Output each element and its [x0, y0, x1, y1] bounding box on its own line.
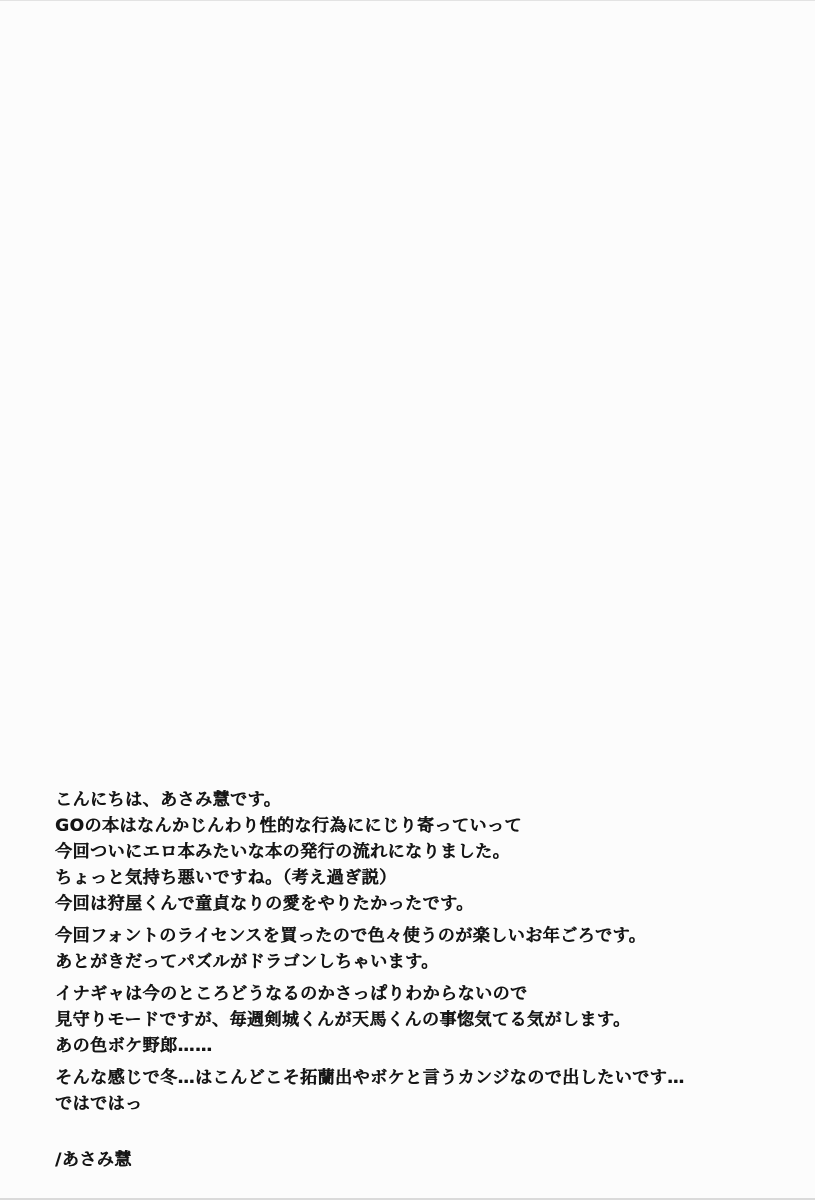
afterword-line: GOの本はなんかじんわり性的な行為ににじり寄っていって — [55, 816, 522, 836]
afterword-line: そんな感じで冬…はこんどこそ拓蘭出やボケと言うカンジなので出したいです… — [55, 1068, 685, 1088]
afterword-line: 今回ついにエロ本みたいな本の発行の流れになりました。 — [55, 842, 510, 862]
afterword-line: 見守りモードですが、毎週剣城くんが天馬くんの事惚気てる気がします。 — [55, 1010, 631, 1030]
afterword-line: ではではっ — [55, 1094, 143, 1114]
afterword-line: 今回フォントのライセンスを買ったので色々使うのが楽しいお年ごろです。 — [55, 926, 647, 946]
afterword-line: あとがきだってパズルがドラゴンしちゃいます。 — [55, 952, 439, 972]
afterword-paragraph-2 — [55, 923, 775, 975]
afterword-line: イナギャは今のところどうなるのかさっぱりわからないので — [55, 984, 528, 1004]
afterword-paragraph-4 — [55, 1065, 775, 1117]
afterword-paragraph-3 — [55, 981, 775, 1059]
scan-edge-top — [0, 0, 815, 1]
afterword-line: あの色ボケ野郎…… — [55, 1036, 213, 1056]
afterword-line: ちょっと気持ち悪いですね。（考え過ぎ説） — [55, 868, 397, 888]
afterword-paragraph-1 — [55, 787, 775, 917]
author-signature: /あさみ慧 — [55, 1150, 132, 1170]
afterword-line: 今回は狩屋くんで童貞なりの愛をやりたかったです。 — [55, 894, 474, 914]
afterword-text-block — [55, 787, 775, 1173]
afterword-line: こんにちは、あさみ慧です。 — [55, 790, 282, 810]
